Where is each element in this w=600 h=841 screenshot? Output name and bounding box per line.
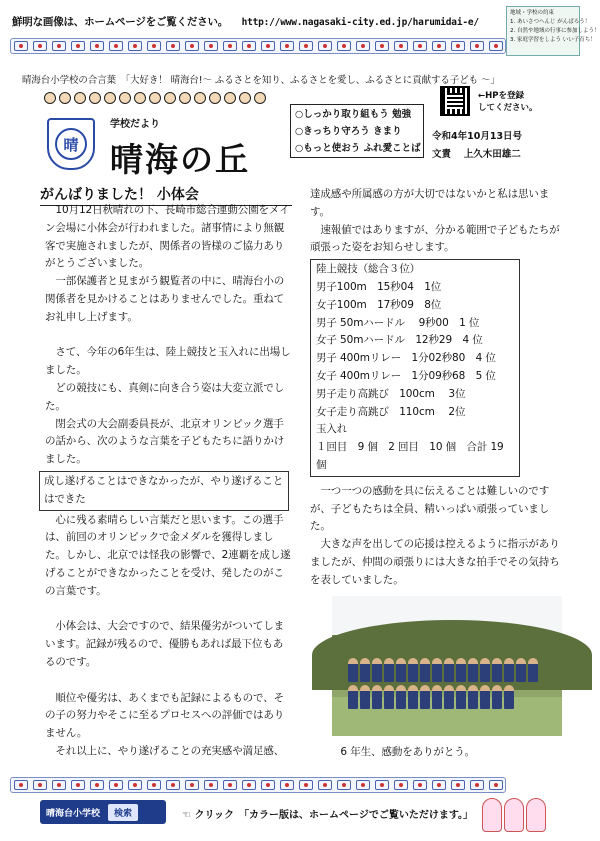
face-icon (164, 92, 176, 104)
banner-motif-icon (356, 780, 370, 790)
face-icon (194, 92, 206, 104)
student-figure (492, 658, 502, 682)
student-figure (480, 658, 490, 682)
banner-motif-icon (33, 41, 47, 51)
banner-motif-icon (52, 41, 66, 51)
face-icon (59, 92, 71, 104)
student-figure (468, 685, 478, 709)
article-heading: がんばりました！ 小体会 (40, 186, 292, 206)
student-figure (348, 685, 358, 709)
search-bar[interactable] (40, 800, 166, 824)
decorative-banner-top (10, 38, 506, 54)
banner-motif-icon (470, 41, 484, 51)
result-row: 玉入れ (316, 423, 348, 436)
banner-motif-icon (489, 780, 503, 790)
paragraph: 速報値ではありますが、分かる範囲で子どもたちが頑張った姿をお知らせします。 (310, 223, 560, 254)
school-goals-box (290, 104, 424, 158)
banner-motif-icon (147, 780, 161, 790)
student-figure (384, 658, 394, 682)
banner-motif-icon (299, 780, 313, 790)
hp-note-line: ←HPを登録 (478, 91, 524, 101)
student-figure (528, 658, 538, 682)
face-icon (224, 92, 236, 104)
banner-motif-icon (299, 41, 313, 51)
paragraph: 小体会は、大会ですので、結果優劣がついてしまいます。記録が残るので、優勝もあれば最下位もあるのです。 (45, 620, 284, 668)
face-icon (44, 92, 56, 104)
student-figure (468, 658, 478, 682)
banner-motif-icon (470, 780, 484, 790)
banner-motif-icon (223, 780, 237, 790)
banner-motif-icon (280, 780, 294, 790)
banner-motif-icon (432, 41, 446, 51)
student-figure (444, 685, 454, 709)
banner-motif-icon (52, 780, 66, 790)
article-column-right (310, 186, 560, 761)
paragraph: さて、今年の6年生は、陸上競技と玉入れに出場しました。 (45, 346, 291, 377)
banner-motif-icon (375, 41, 389, 51)
newsletter-title: 晴海の丘 (110, 140, 250, 179)
banner-motif-icon (489, 41, 503, 51)
school-motto: 晴海台小学校の合言葉 「大好き！ 晴海台!～ ふるさとを知り、ふるさとを愛し、ふるさとに貢献する子ども ～」 (22, 75, 500, 86)
student-figure (432, 658, 442, 682)
student-figure (396, 685, 406, 709)
logo-line: 地域・学校の約束 (510, 10, 555, 16)
banner-motif-icon (204, 41, 218, 51)
banner-motif-icon (90, 780, 104, 790)
student-figure (396, 658, 406, 682)
goal-item: ○きっちり守ろう きまり (295, 126, 402, 137)
community-promise-logo (506, 6, 600, 56)
result-row: 女子 400mリレー 1分09秒68 5 位 (316, 369, 496, 382)
issue-info (432, 128, 522, 164)
article-column-left (45, 202, 291, 761)
school-emblem (47, 118, 95, 170)
result-row: 男子 50mハードル 9秒00 1 位 (316, 316, 480, 329)
banner-motif-icon (90, 41, 104, 51)
face-icon (119, 92, 131, 104)
student-figure (456, 685, 466, 709)
paragraph-spacer (45, 327, 291, 345)
result-row: 男子 400mリレー 1分02秒80 4 位 (316, 352, 496, 365)
banner-motif-icon (242, 780, 256, 790)
student-figure (348, 658, 358, 682)
banner-motif-icon (185, 780, 199, 790)
banner-motif-icon (356, 41, 370, 51)
banner-motif-icon (451, 780, 465, 790)
search-keyword: 晴海台小学校 (46, 808, 101, 819)
face-icon (254, 92, 266, 104)
face-icon (149, 92, 161, 104)
student-figure (516, 658, 526, 682)
banner-motif-icon (261, 780, 275, 790)
student-figure (360, 658, 370, 682)
banner-motif-icon (71, 41, 85, 51)
result-row: 女子 50mハードル 12秒29 4 位 (316, 334, 483, 347)
goal-item: ○もっと使おう ふれ愛ことば (295, 143, 421, 154)
issue-author: 文責 上久木田雄二 (432, 149, 521, 160)
banner-motif-icon (261, 41, 275, 51)
banner-motif-icon (33, 780, 47, 790)
paragraph: それ以上に、やり遂げることの充実感や満足感、 (45, 744, 285, 757)
banner-motif-icon (166, 780, 180, 790)
banner-motif-icon (71, 780, 85, 790)
result-row: 女子走り高跳び 110cm 2位 (316, 405, 466, 418)
student-figure (384, 685, 394, 709)
banner-motif-icon (280, 41, 294, 51)
top-notice (12, 14, 479, 29)
faces-decoration (44, 92, 276, 108)
result-row: １回目 9 個 2 回目 10 個 合計 19 個 (316, 441, 504, 471)
banner-motif-icon (14, 41, 28, 51)
results-box (310, 259, 520, 477)
logo-line: 1. あいさつへんじ がんばろう！ (510, 19, 591, 25)
paragraph-spacer (45, 601, 291, 619)
paragraph: 大きな声を出しての応援は控えるように指示がありましたが、仲間の頑張りには大きな拍手でその気持ちを表していました。 (310, 538, 560, 586)
paragraph: 一部保護者と見まがう観覧者の中に、晴海台小の関係者を見かけることはありませんでした。重ねてお礼申し上げます。 (45, 275, 285, 323)
mascot-icon (482, 798, 502, 832)
goal-item: ○しっかり取り組もう 勉強 (295, 109, 412, 120)
banner-motif-icon (147, 41, 161, 51)
quote-box: 成し遂げることはできなかったが、やり遂げることはできた (39, 471, 289, 511)
student-figure (504, 658, 514, 682)
banner-motif-icon (432, 780, 446, 790)
mascot-icon (504, 798, 524, 832)
decorative-banner-bottom (10, 777, 506, 793)
paragraph: 達成感や所属感の方が大切ではないかと私は思います。 (310, 188, 550, 218)
student-figure (372, 685, 382, 709)
banner-motif-icon (128, 780, 142, 790)
student-figure (480, 685, 490, 709)
banner-motif-icon (394, 41, 408, 51)
face-icon (134, 92, 146, 104)
banner-motif-icon (337, 41, 351, 51)
student-figure (432, 685, 442, 709)
paragraph: 閉会式の大会副委員長が、北京オリンピック選手の話から、次のような言葉を子どもたちに語りかけました。 (45, 417, 285, 466)
student-figure (420, 685, 430, 709)
result-row: 男子100m 15秒04 1位 (316, 280, 442, 293)
banner-motif-icon (394, 780, 408, 790)
banner-motif-icon (413, 780, 427, 790)
student-figure (408, 658, 418, 682)
result-row: 男子走り高跳び 100cm 3位 (316, 387, 466, 400)
logo-line: 3. 家庭学習をしよう いい子育ち！ (510, 37, 596, 43)
issue-date: 令和4年10月13日号 (432, 131, 523, 142)
click-instruction: ☜ クリック 「カラー版は、ホームページでご覧いただけます。」 (182, 810, 474, 821)
logo-line: 2. 自然や地域の行事に参加しよう！ (510, 28, 600, 34)
paragraph: 心に残る素晴らしい言葉だと思います。この選手は、前回のオリンピックで金メダルを獲得しました。しかし、北京では怪我の影響で、2連覇を成し遂げることができなかったことを受け、発したのがこの言葉です。 (45, 513, 291, 597)
paragraph: 10月12日秋晴れの下、長崎市総合運動公園をメイン会場に小体会が行われました。諸事情により無観客で実施されましたが、関係者の皆様のご協力ありがとうございました。 (45, 204, 290, 270)
result-row: 陸上競技（総合３位） (316, 263, 420, 276)
photo-students (348, 658, 548, 710)
student-figure (444, 658, 454, 682)
newsletter-label: 学校だより (110, 119, 160, 130)
student-figure (408, 685, 418, 709)
banner-motif-icon (128, 41, 142, 51)
face-icon (104, 92, 116, 104)
mascot-icon (526, 798, 546, 832)
face-icon (179, 92, 191, 104)
banner-motif-icon (109, 780, 123, 790)
banner-motif-icon (413, 41, 427, 51)
hp-register-note (478, 90, 538, 114)
face-icon (209, 92, 221, 104)
hp-note-line: してください。 (478, 103, 538, 113)
banner-motif-icon (223, 41, 237, 51)
qr-code-icon[interactable] (440, 86, 470, 116)
face-icon (239, 92, 251, 104)
paragraph: 順位や優劣は、あくまでも記録によるもので、その子の努力やそこに至るプロセスへの評価ではありません。 (45, 691, 285, 740)
banner-motif-icon (109, 41, 123, 51)
mascot-illustration (482, 790, 552, 832)
paragraph: 一つ一つの感動を具に伝えることは難しいのですが、子どもたちは全員、精いっぱい頑張っていました。 (310, 484, 550, 533)
search-button[interactable]: 検索 (108, 804, 138, 821)
notice-text: 鮮明な画像は、ホームページをご覧ください。 (12, 16, 229, 28)
banner-motif-icon (318, 41, 332, 51)
banner-motif-icon (242, 41, 256, 51)
student-figure (372, 658, 382, 682)
banner-motif-icon (451, 41, 465, 51)
banner-motif-icon (185, 41, 199, 51)
paragraph: どの競技にも、真剣に向き合う姿は大変立派でした。 (45, 381, 285, 412)
banner-motif-icon (14, 780, 28, 790)
student-figure (504, 685, 514, 709)
school-url-link[interactable]: http://www.nagasaki-city.ed.jp/harumidai-e/ (241, 17, 479, 28)
banner-motif-icon (337, 780, 351, 790)
closing-line: 6 年生、感動をありがとう。 (330, 745, 476, 758)
emblem-character: 晴 (55, 128, 87, 160)
banner-motif-icon (318, 780, 332, 790)
student-figure (456, 658, 466, 682)
banner-motif-icon (375, 780, 389, 790)
group-photo (332, 596, 562, 736)
banner-motif-icon (166, 41, 180, 51)
paragraph-spacer (45, 672, 291, 690)
banner-motif-icon (204, 780, 218, 790)
face-icon (74, 92, 86, 104)
student-figure (360, 685, 370, 709)
student-figure (492, 685, 502, 709)
result-row: 女子100m 17秒09 8位 (316, 298, 442, 311)
face-icon (89, 92, 101, 104)
student-figure (420, 658, 430, 682)
